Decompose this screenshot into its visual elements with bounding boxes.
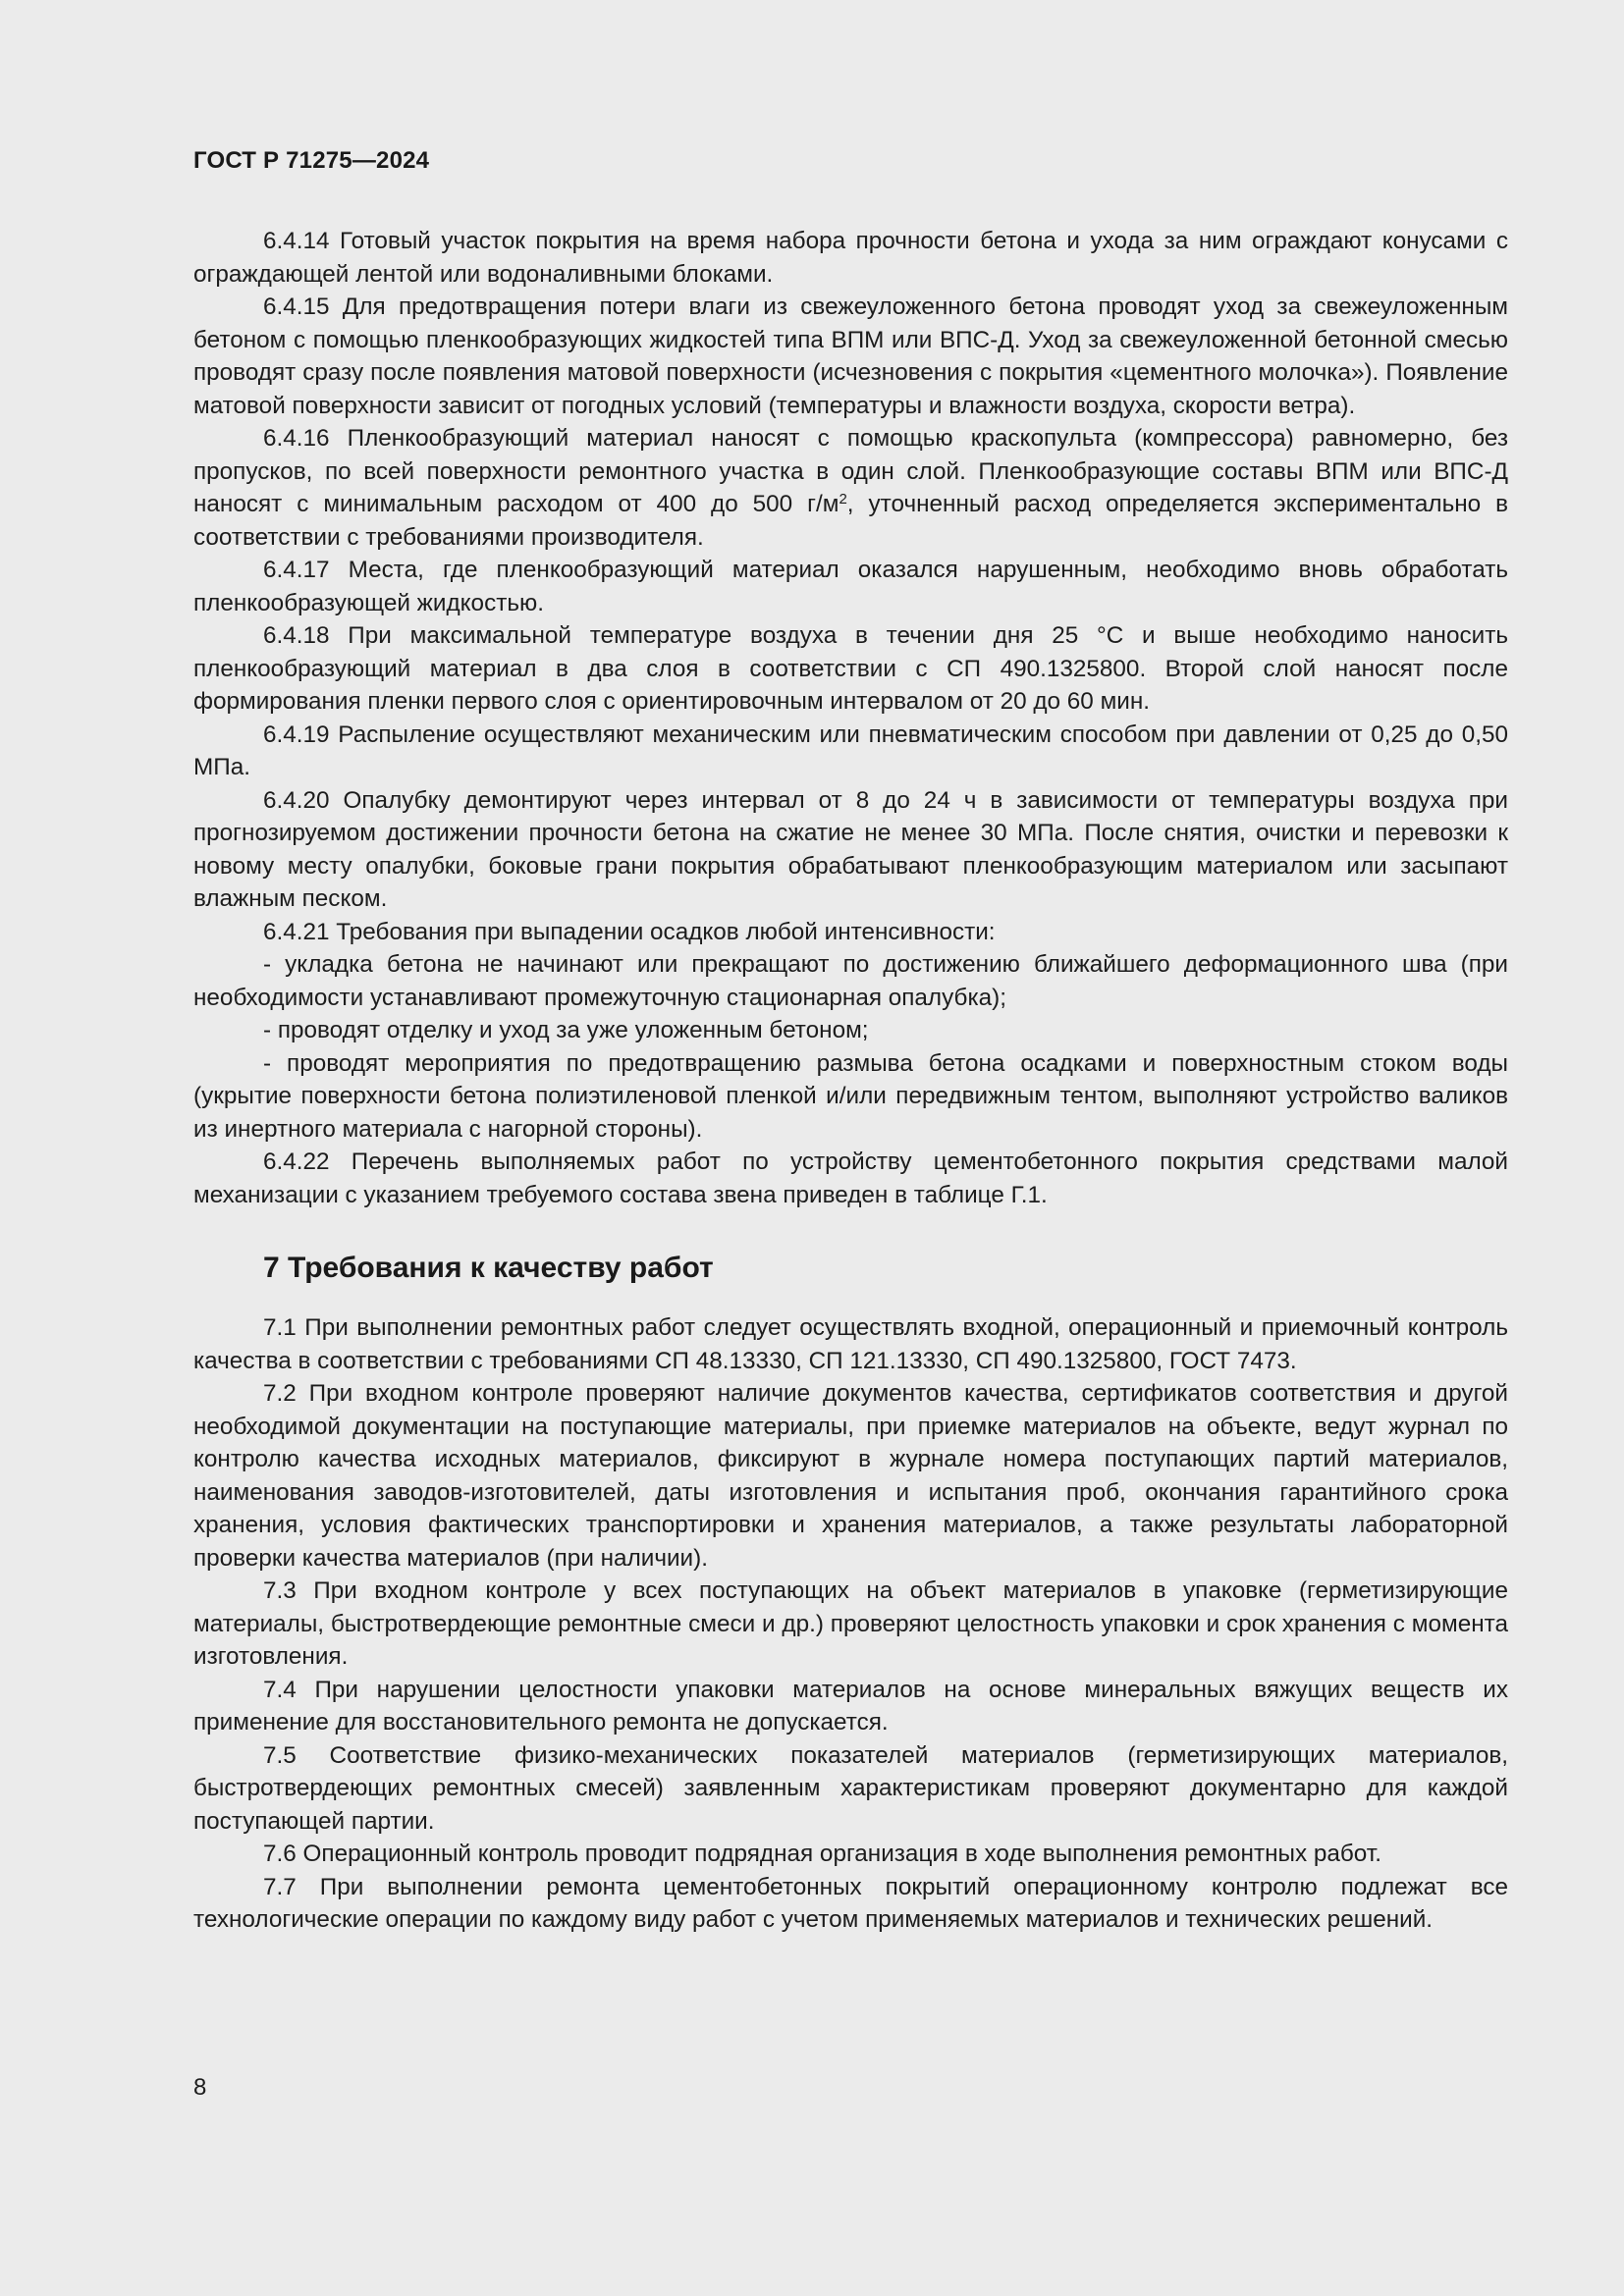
standard-code-header: ГОСТ Р 71275—2024 bbox=[193, 147, 430, 174]
paragraph-7-6: 7.6 Операционный контроль проводит подрядная организация в ходе выполнения ремонтных работ. bbox=[263, 1841, 1381, 1867]
superscript-squared: 2 bbox=[839, 491, 847, 507]
paragraph-6-4-16-part2: , уточненный расход определяется экспериментально в соответствии с требованиями производителя. bbox=[193, 491, 1508, 551]
paragraph-7-1: 7.1 При выполнении ремонтных работ следует осуществлять входной, операционный и приемочный контроль качества в соответствии с требованиями СП 48.13330, СП 121.13330, СП 490.1325800, ГОСТ 7473. bbox=[193, 1314, 1508, 1374]
paragraph-6-4-15: 6.4.15 Для предотвращения потери влаги из свежеуложенного бетона проводят уход за свежеуложенным бетоном с помощью пленкообразующих жидкостей типа ВПМ или ВПС-Д. Уход за свежеуложенной бетонной смесью проводят сразу после появления матовой поверхности (исчезновения с покрытия «цементного молочка»). Появление матовой поверхности зависит от погодных условий (температуры и влажности воздуха, скорости ветра). bbox=[193, 294, 1508, 419]
list-item-concrete-laying: - укладка бетона не начинают или прекращают по достижению ближайшего деформационного шва (при необходимости устанавливают промежуточную стационарная опалубка); bbox=[193, 951, 1508, 1011]
paragraph-7-7: 7.7 При выполнении ремонта цементобетонных покрытий операционному контролю подлежат все технологические операции по каждому виду работ с учетом применяемых материалов и технических решений. bbox=[193, 1873, 1508, 1933]
paragraph-6-4-16-part1: 6.4.16 Пленкообразующий материал наносят с помощью краскопульта (компрессора) равномерно, без пропусков, по всей поверхности ремонтного участка в один слой. Пленкообразующие составы ВПМ или ВПС-Д наносят с минимальным расходом от 400 до 500 г/м bbox=[193, 425, 1508, 517]
paragraph-6-4-14: 6.4.14 Готовый участок покрытия на время набора прочности бетона и ухода за ним ограждают конусами с ограждающей лентой или водоналивными блоками. bbox=[193, 228, 1508, 288]
main-text bbox=[193, 225, 1508, 1937]
paragraph-6-4-22: 6.4.22 Перечень выполняемых работ по устройству цементобетонного покрытия средствами малой механизации с указанием требуемого состава звена приведен в таблице Г.1. bbox=[193, 1148, 1508, 1208]
section-heading-7: 7 Требования к качеству работ bbox=[263, 1252, 714, 1284]
paragraph-6-4-18: 6.4.18 При максимальной температуре воздуха в течении дня 25 °С и выше необходимо наносить пленкообразующий материал в два слоя в соответствии с СП 490.1325800. Второй слой наносят после формирования пленки первого слоя с ориентировочным интервалом от 20 до 60 мин. bbox=[193, 622, 1508, 715]
paragraph-6-4-20: 6.4.20 Опалубку демонтируют через интервал от 8 до 24 ч в зависимости от температуры воздуха при прогнозируемом достижении прочности бетона на сжатие не менее 30 МПа. После снятия, очистки и перевозки к новому месту опалубки, боковые грани покрытия обрабатывают пленкообразующим материалом или засыпают влажным песком. bbox=[193, 786, 1508, 912]
paragraph-7-5: 7.5 Соответствие физико-механических показателей материалов (герметизирующих материалов, быстротвердеющих ремонтных смесей) заявленным характеристикам проверяют документарно для каждой поступающей партии. bbox=[193, 1741, 1508, 1835]
page-number: 8 bbox=[193, 2074, 207, 2101]
paragraph-6-4-19: 6.4.19 Распыление осуществляют механическим или пневматическим способом при давлении от 0,25 до 0,50 МПа. bbox=[193, 721, 1508, 780]
list-item-finishing: - проводят отделку и уход за уже уложенным бетоном; bbox=[263, 1017, 869, 1043]
paragraph-7-4: 7.4 При нарушении целостности упаковки материалов на основе минеральных вяжущих веществ их применение для восстановительного ремонта не допускается. bbox=[193, 1676, 1508, 1735]
paragraph-6-4-17: 6.4.17 Места, где пленкообразующий материал оказался нарушенным, необходимо вновь обработать пленкообразующей жидкостью. bbox=[193, 557, 1508, 616]
paragraph-6-4-16 bbox=[193, 422, 1508, 554]
paragraph-6-4-21: 6.4.21 Требования при выпадении осадков любой интенсивности: bbox=[263, 918, 996, 945]
paragraph-7-2: 7.2 При входном контроле проверяют наличие документов качества, сертификатов соответствия и другой необходимой документации на поступающие материалы, при приемке материалов на объекте, ведут журнал по контролю качества исходных материалов, фиксируют в журнале номера поступающих партий материалов, наименования заводов-изготовителей, даты изготовления и испытания проб, окончания гарантийного срока хранения, условия фактических транспортировки и хранения материалов, а также результаты лабораторной проверки качества материалов (при наличии). bbox=[193, 1380, 1508, 1572]
list-item-erosion-prevention: - проводят мероприятия по предотвращению размыва бетона осадками и поверхностным стоком воды (укрытие поверхности бетона полиэтиленовой пленкой и/или передвижным тентом, выполняют устройство валиков из инертного материала с нагорной стороны). bbox=[193, 1049, 1508, 1143]
paragraph-7-3: 7.3 При входном контроле у всех поступающих на объект материалов в упаковке (герметизирующие материалы, быстротвердеющие ремонтные смеси и др.) проверяют целостность упаковки и срок хранения с момента изготовления. bbox=[193, 1577, 1508, 1670]
